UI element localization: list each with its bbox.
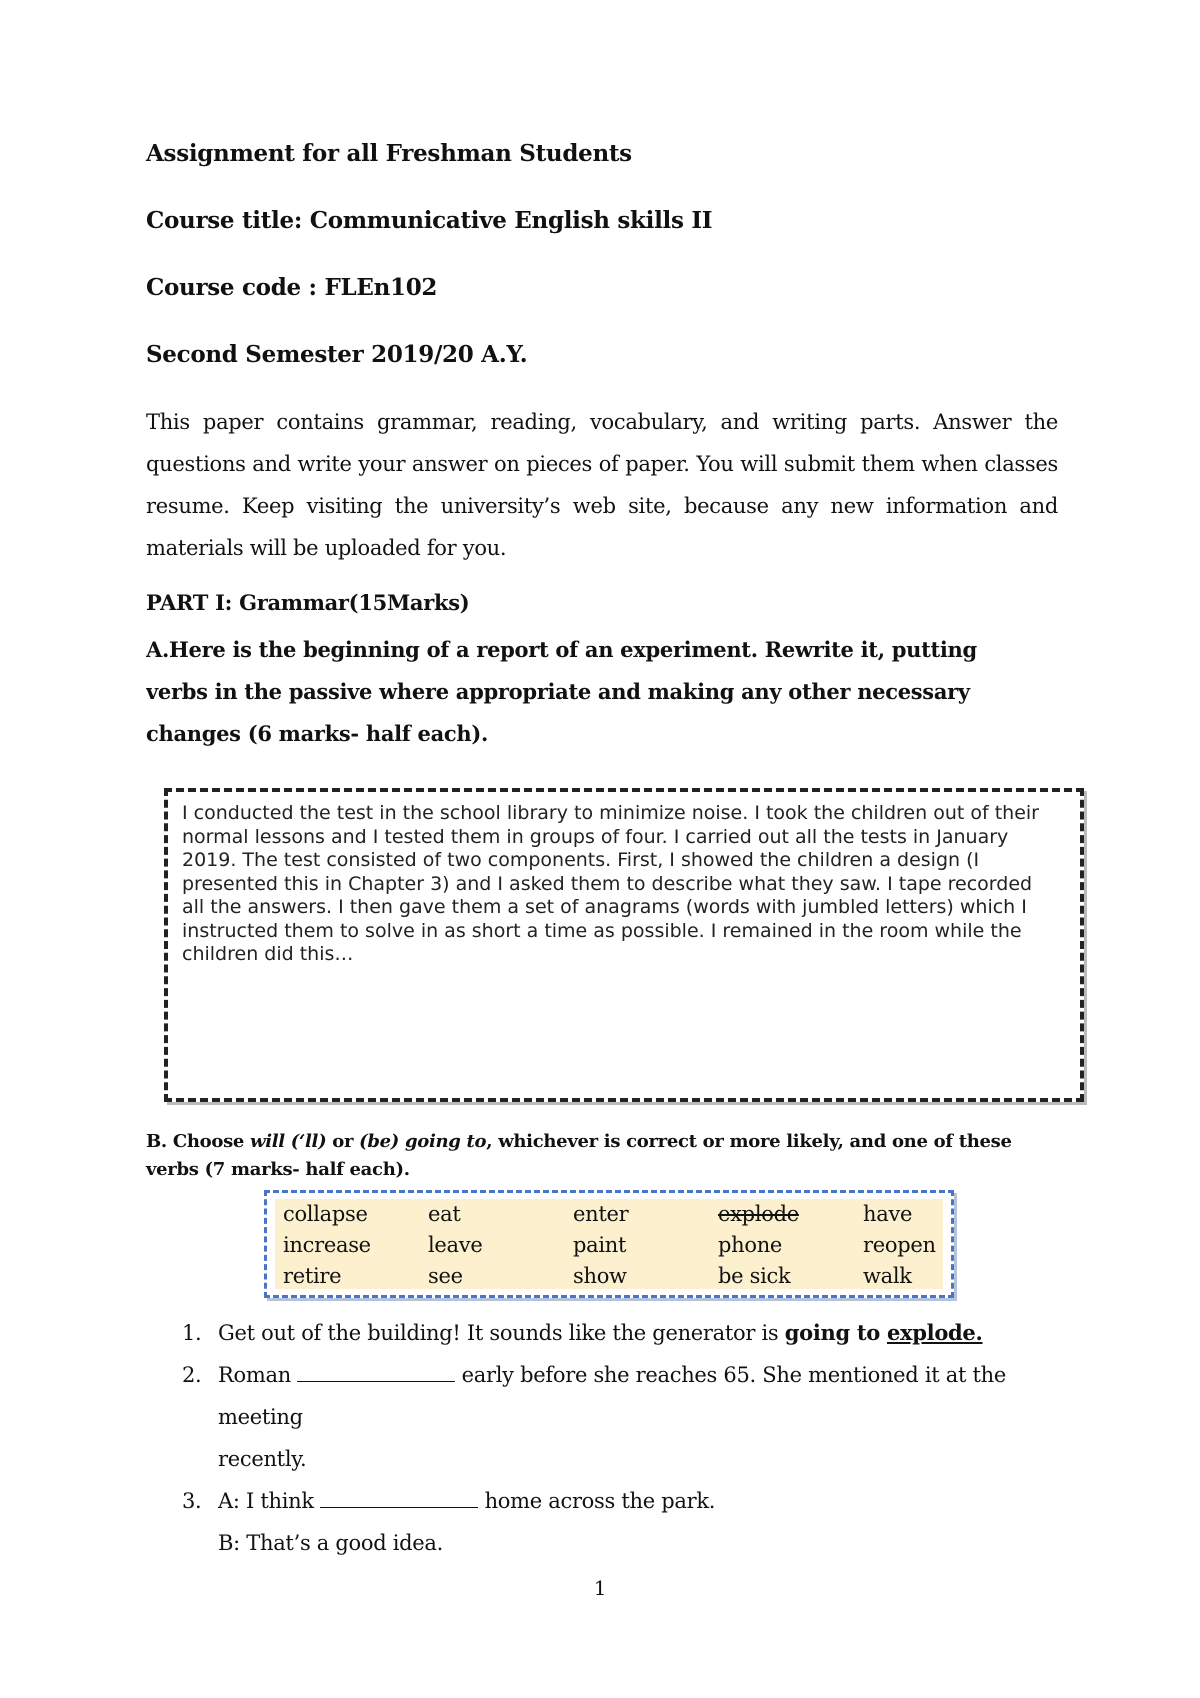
question-text: early before she reaches 65. She mentioned it at the meeting — [218, 1363, 1006, 1429]
question-number: 3. — [182, 1489, 202, 1513]
going-to-term: (be) going to — [359, 1131, 487, 1152]
course-title: Course title: Communicative English skills II — [146, 207, 713, 234]
answer-underlined: explode. — [887, 1320, 983, 1345]
assignment-title: Assignment for all Freshman Students — [146, 140, 632, 167]
verb-item: eat — [428, 1202, 461, 1226]
verb-item: leave — [428, 1233, 483, 1257]
section-b-prefix: B. Choose — [146, 1131, 251, 1152]
verb-item: enter — [573, 1202, 629, 1226]
verb-item: walk — [863, 1264, 912, 1288]
verb-item: collapse — [283, 1202, 368, 1226]
verb-grid — [275, 1199, 943, 1289]
section-a-instruction-text: A.Here is the beginning of a report of an experiment. Rewrite it, putting verbs in the passive where appropriate and making any other necessary changes (6 marks- half each). — [146, 637, 977, 746]
verb-item: retire — [283, 1264, 342, 1288]
question-number: 1. — [182, 1321, 202, 1345]
passage-text: I conducted the test in the school library to minimize noise. I took the children out of their normal lessons and I tested them in groups of four. I carried out all the tests in January 2019. The test consisted of two components. First, I showed the children a design (I presented this in Chapter 3) and I asked them to describe what they saw. I tape recorded all the answers. I then gave them a set of anagrams (words with jumbled letters) which I instructed them to solve in as short a time as possible. I remained in the room while the children did this… — [182, 802, 1039, 965]
section-a-instruction — [146, 629, 1026, 755]
intro-paragraph: This paper contains grammar, reading, vocabulary, and writing parts. Answer the questions and write your answer on pieces of paper. You will submit them when classes resume. Keep visiting the university’s web site, because any new information and materials will be uploaded for you. — [146, 410, 1058, 560]
verb-item: be sick — [718, 1264, 791, 1288]
course-code: Course code : FLEn102 — [146, 274, 438, 301]
verb-item: paint — [573, 1233, 627, 1257]
question-text: recently. — [218, 1447, 307, 1471]
question-text: Get out of the building! It sounds like the generator is — [218, 1321, 785, 1345]
question-item — [170, 1312, 1070, 1354]
page-number: 1 — [593, 1576, 607, 1600]
part1-title: PART I: Grammar(15Marks) — [146, 590, 470, 615]
section-b-suffix: , whichever is correct or more likely, and one of these verbs (7 marks- half each). — [146, 1131, 1012, 1180]
question-item — [170, 1480, 1070, 1564]
passage-box — [164, 788, 1084, 1102]
verb-item-used: explode — [718, 1202, 799, 1226]
verb-item: phone — [718, 1233, 783, 1257]
answer-bold: going to — [784, 1320, 887, 1345]
answer-blank[interactable] — [320, 1487, 478, 1508]
question-text: B: That’s a good idea. — [218, 1531, 444, 1555]
question-list — [170, 1312, 1070, 1564]
answer-blank[interactable] — [297, 1361, 455, 1382]
verb-item: show — [573, 1264, 627, 1288]
question-number: 2. — [182, 1363, 202, 1387]
section-b-instruction — [146, 1128, 1066, 1184]
question-item — [170, 1354, 1070, 1480]
verb-item: reopen — [863, 1233, 936, 1257]
verb-item: have — [863, 1202, 913, 1226]
verb-item: see — [428, 1264, 463, 1288]
question-text: A: I think — [218, 1489, 321, 1513]
will-term: will (‘ll) — [250, 1131, 327, 1152]
or-text: or — [326, 1131, 360, 1152]
semester: Second Semester 2019/20 A.Y. — [146, 341, 528, 368]
verb-box — [264, 1190, 954, 1298]
question-text: home across the park. — [478, 1489, 716, 1513]
verb-item: increase — [283, 1233, 371, 1257]
question-text: Roman — [218, 1363, 298, 1387]
